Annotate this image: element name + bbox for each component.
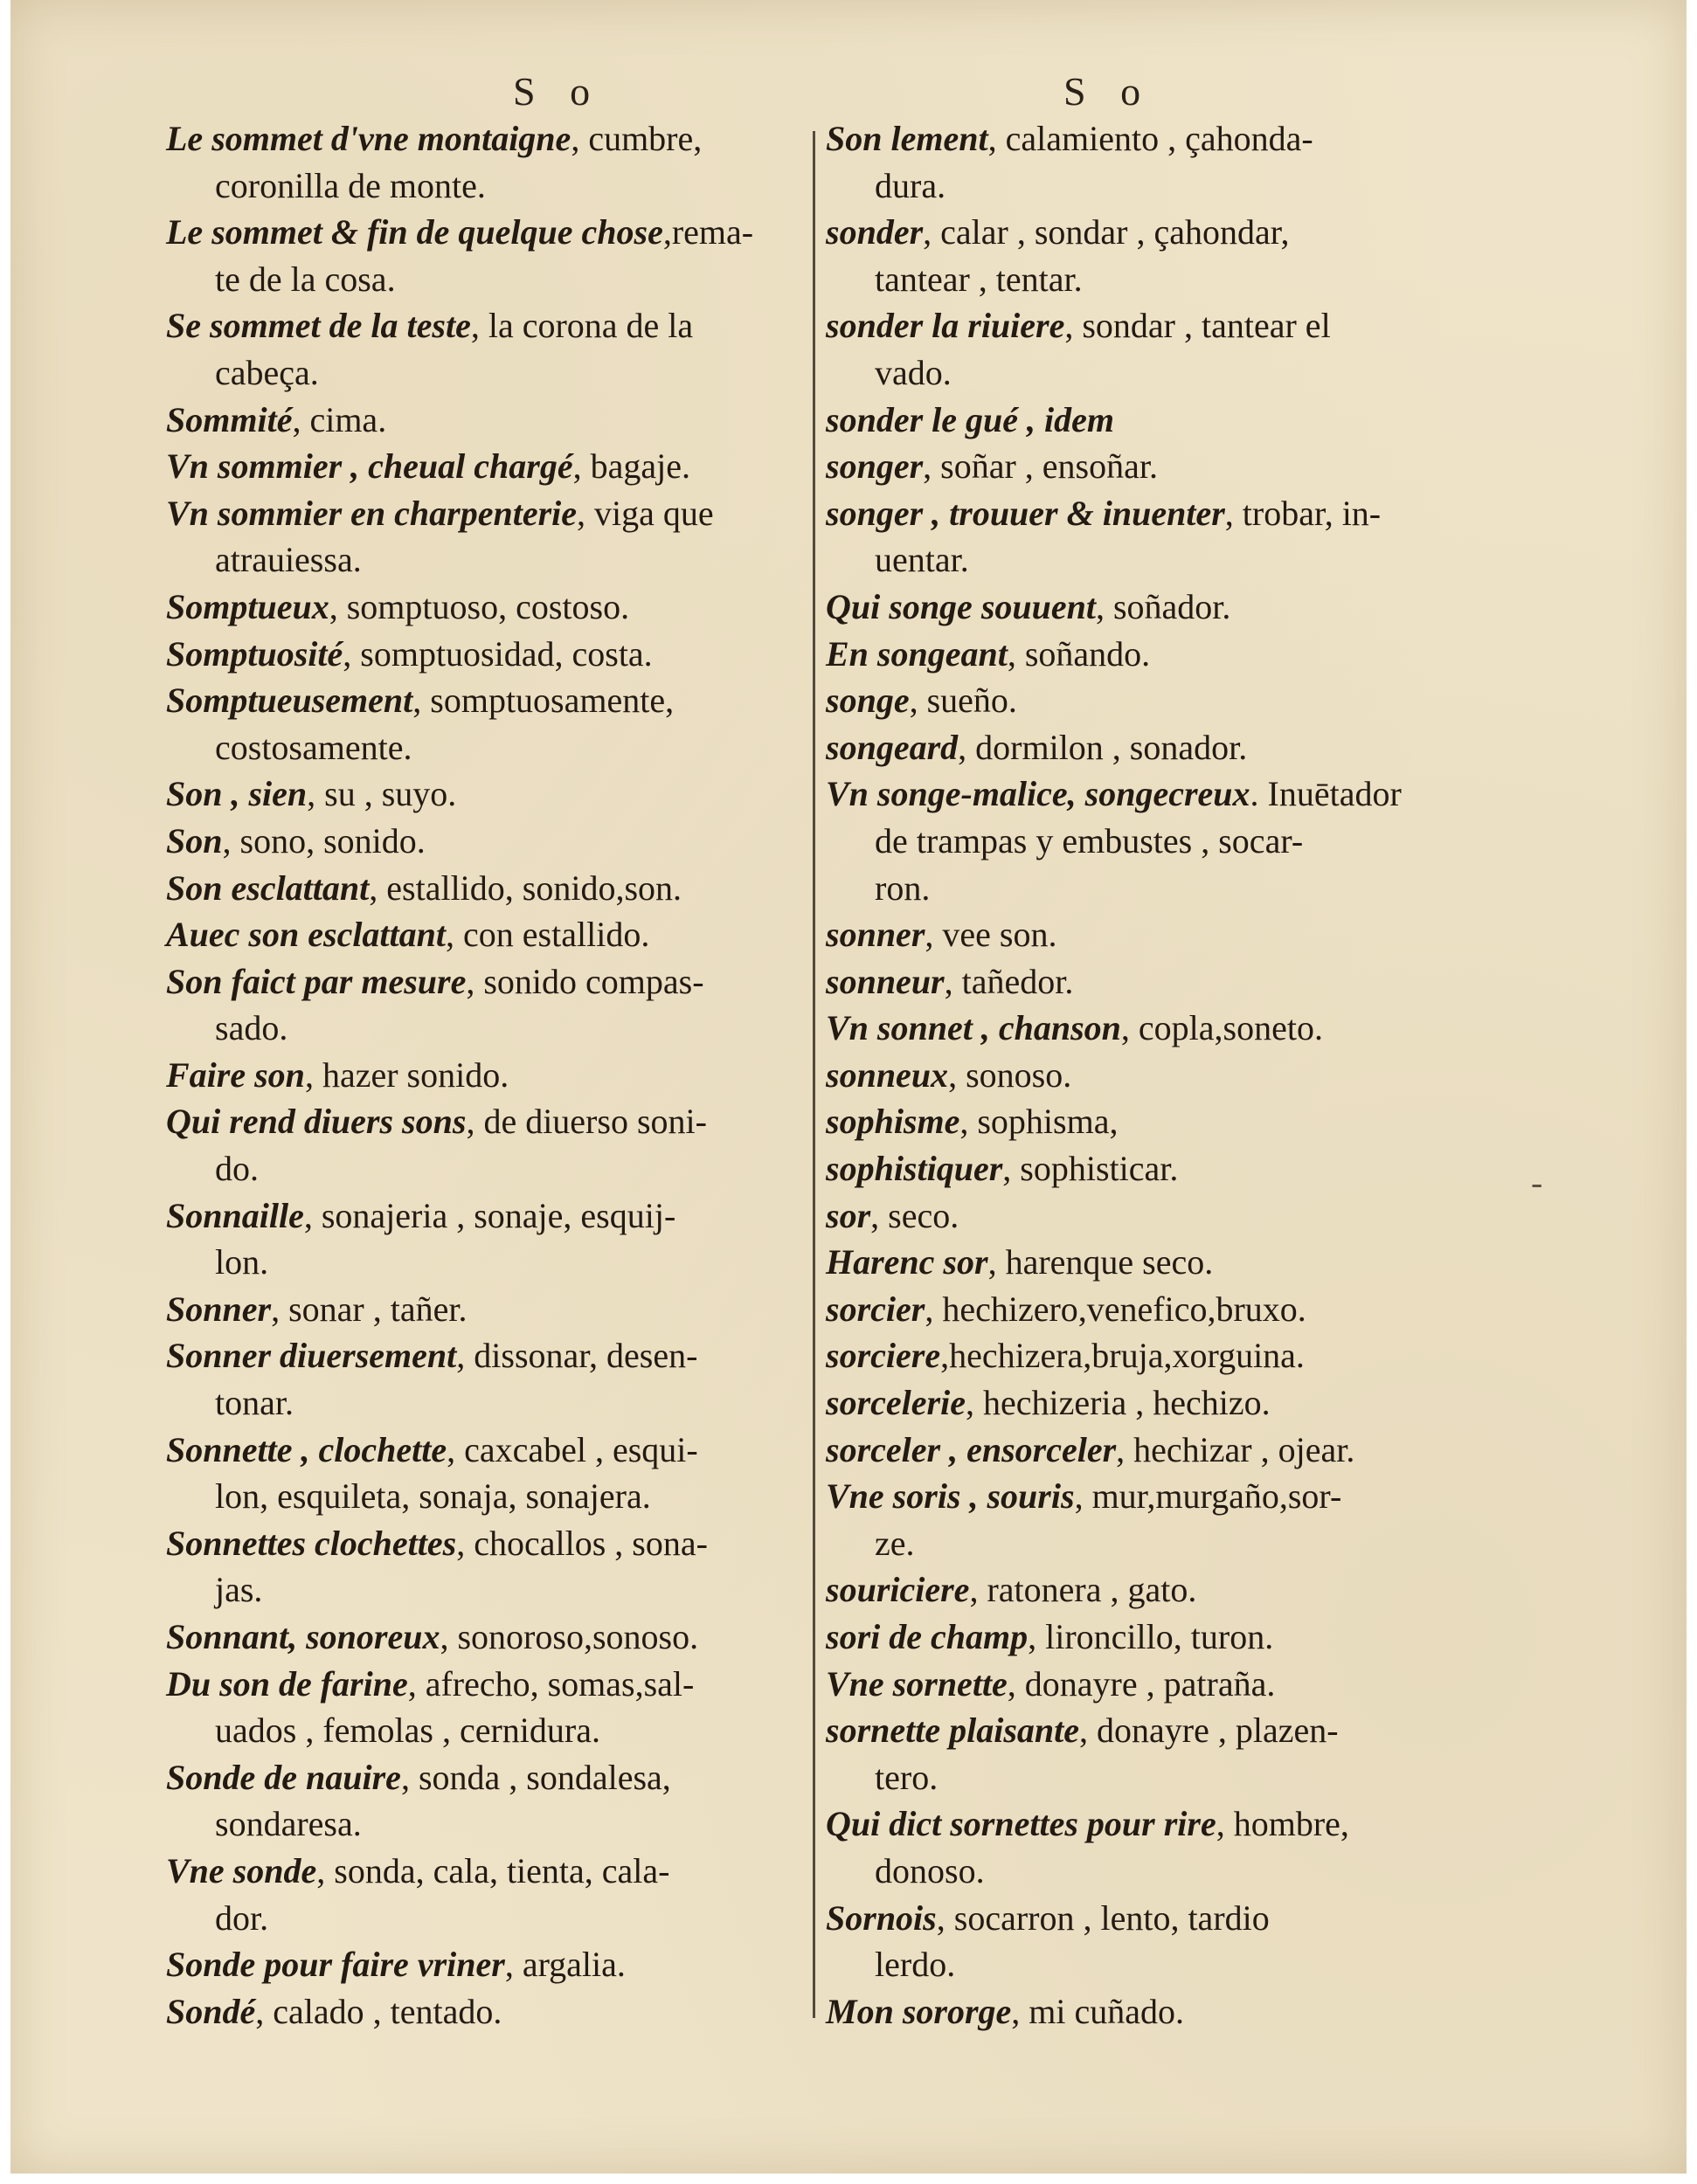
entry-headword: sophistiquer (826, 1149, 1003, 1189)
entry-translation: , hechizar , ojear. (1116, 1429, 1355, 1469)
entry-continuation: jas. (215, 1570, 263, 1610)
entry-translation: , viga que (577, 493, 714, 533)
entry-headword: Le sommet d'vne montaigne (166, 119, 571, 158)
entry-translation: . Inuētador (1250, 774, 1402, 814)
dictionary-entry (826, 397, 1468, 444)
running-header-right: S o (1063, 69, 1153, 114)
dictionary-entry (826, 1800, 1468, 1894)
entry-headword: Son esclattant (166, 867, 370, 908)
dictionary-entry (826, 1473, 1468, 1566)
entry-headword: Du son de farine (166, 1663, 408, 1704)
entry-headword: Harenc sor (826, 1242, 988, 1282)
dictionary-entry (166, 490, 795, 584)
entry-translation: , sonajeria , sonaje, esquij- (303, 1195, 676, 1235)
entry-continuation: uentar. (875, 540, 969, 580)
entry-translation: , hechizeria , hechizo. (965, 1383, 1271, 1423)
dictionary-entry (166, 1754, 795, 1848)
entry-headword: Le sommet & fin de quelque chose (166, 212, 663, 252)
entry-translation: , sonar , tañer. (271, 1289, 468, 1329)
dictionary-entry (826, 115, 1468, 209)
entry-translation: , hazer sonido. (304, 1054, 509, 1095)
book-page (10, 0, 1687, 2174)
entry-translation: , sonoso. (948, 1054, 1072, 1095)
entry-translation: , cima. (292, 399, 387, 439)
dictionary-entry (826, 911, 1468, 958)
entry-translation: , sono, sonido. (222, 820, 426, 860)
entry-translation: , de diuerso soni- (466, 1102, 707, 1142)
entry-translation: , soñador. (1095, 586, 1231, 626)
entry-headword: Sonner diuersement (166, 1336, 457, 1376)
dictionary-entry (826, 771, 1468, 911)
entry-translation: , dissonar, desen- (456, 1336, 698, 1376)
dictionary-entry (166, 1848, 795, 1941)
entry-continuation: vado. (875, 352, 952, 392)
entry-headword: Mon sororge (826, 1991, 1012, 2031)
entry-continuation: cabeça. (215, 352, 319, 392)
entry-headword: songeard (826, 727, 959, 767)
entry-translation: , sonda, cala, tienta, cala- (316, 1850, 670, 1890)
entry-headword: sor (826, 1195, 871, 1235)
entry-headword: Son faict par mesure (166, 961, 467, 1001)
dictionary-entry (826, 631, 1468, 678)
entry-translation: , sueño. (909, 681, 1017, 721)
dictionary-entry (826, 584, 1468, 631)
entry-translation: , soñar , ensoñar. (923, 446, 1158, 487)
entry-headword: Se sommet de la teste (166, 306, 471, 346)
entry-headword: Vne sornette (826, 1663, 1008, 1704)
entry-headword: Sonnette , clochette (166, 1429, 447, 1469)
entry-translation: , ratonera , gato. (969, 1570, 1197, 1610)
entry-headword: Qui songe souuent (826, 586, 1096, 626)
dictionary-entry (166, 1427, 795, 1520)
entry-headword: sori de champ (826, 1617, 1029, 1656)
dictionary-entry (166, 443, 795, 490)
dictionary-entry (826, 1614, 1468, 1661)
entry-headword: Son lement (826, 119, 988, 158)
entry-headword: Sonner (166, 1289, 272, 1329)
entry-headword: songer , trouuer & inuenter (826, 493, 1225, 533)
entry-continuation: costosamente. (215, 727, 412, 767)
entry-headword: Vne sonde (166, 1850, 317, 1890)
entry-translation: , argalia. (504, 1945, 626, 1985)
entry-translation: , mur,murgaño,sor- (1074, 1476, 1342, 1517)
entry-headword: sonder le gué , idem (826, 399, 1114, 439)
entry-translation: , bagaje. (572, 446, 690, 487)
column-divider (813, 131, 815, 2018)
dictionary-entry (166, 818, 795, 865)
entry-translation: , somptuoso, costoso. (329, 586, 630, 626)
entry-headword: sonner (826, 915, 925, 955)
entry-headword: Sommité (166, 399, 293, 439)
entry-headword: sonder la riuiere (826, 306, 1065, 346)
entry-translation: , cumbre, (571, 119, 703, 158)
dictionary-entry (826, 1239, 1468, 1286)
entry-headword: sorcier (826, 1289, 925, 1329)
entry-continuation: ze. (875, 1523, 915, 1563)
entry-continuation: sado. (215, 1008, 288, 1048)
dictionary-entry (826, 1988, 1468, 2035)
dictionary-entry (166, 771, 795, 818)
entry-continuation: lon, esquileta, sonaja, sonajera. (215, 1476, 651, 1517)
entry-headword: Qui rend diuers sons (166, 1102, 467, 1142)
entry-continuation: tero. (875, 1757, 939, 1797)
dictionary-entry (166, 397, 795, 444)
entry-continuation: atrauiessa. (215, 540, 362, 580)
entry-translation: , tañedor. (944, 961, 1074, 1001)
entry-translation: , donayre , patraña. (1007, 1663, 1276, 1704)
entry-continuation: te de la cosa. (215, 259, 396, 299)
dictionary-entry (826, 1566, 1468, 1614)
entry-headword: Sonnettes clochettes (166, 1523, 457, 1563)
dictionary-entry (166, 631, 795, 678)
entry-translation: , calar , sondar , çahondar, (923, 212, 1290, 252)
entry-translation: , dormilon , sonador. (958, 727, 1248, 767)
dictionary-entry (826, 1379, 1468, 1427)
entry-headword: Vn sommier en charpenterie (166, 493, 578, 533)
dictionary-entry (166, 209, 795, 302)
dictionary-entry (826, 1332, 1468, 1379)
entry-headword: Sonnaille (166, 1195, 304, 1235)
dictionary-entry (826, 1192, 1468, 1240)
dictionary-entry (826, 958, 1468, 1006)
entry-headword: Vn sonnet , chanson (826, 1008, 1121, 1048)
entry-translation: , su , suyo. (307, 774, 457, 814)
entry-headword: Somptuosité (166, 633, 343, 674)
entry-continuation: tantear , tentar. (875, 259, 1083, 299)
entry-continuation: lon. (215, 1242, 269, 1282)
entry-headword: Vne soris , souris (826, 1476, 1075, 1517)
entry-headword: Sondé (166, 1991, 256, 2031)
dictionary-entry (826, 724, 1468, 771)
entry-continuation: sondaresa. (215, 1804, 362, 1844)
running-header-left: S o (513, 69, 603, 114)
dictionary-entry (826, 1661, 1468, 1708)
dictionary-entry (166, 1286, 795, 1333)
entry-translation: ,rema- (662, 212, 754, 252)
dictionary-entry (826, 1098, 1468, 1145)
dictionary-entry (826, 209, 1468, 302)
entry-translation: , la corona de la (470, 306, 694, 346)
dictionary-entry (826, 302, 1468, 396)
entry-headword: Qui dict sornettes pour rire (826, 1804, 1216, 1844)
entry-translation: , hombre, (1216, 1804, 1349, 1844)
entry-translation: , somptuosamente, (412, 681, 675, 721)
entry-headword: sonder (826, 212, 924, 252)
entry-headword: sophisme (826, 1102, 960, 1142)
entry-translation: , soñando. (1007, 633, 1151, 674)
entry-headword: sorcelerie (826, 1383, 966, 1423)
entry-headword: sonneux (826, 1054, 949, 1095)
entry-translation: , sondar , tantear el (1064, 306, 1331, 346)
entry-headword: En songeant (826, 633, 1008, 674)
entry-headword: Somptueux (166, 586, 329, 626)
dictionary-entry (166, 115, 795, 209)
entry-continuation: lerdo. (875, 1945, 956, 1985)
entry-translation: , trobar, in- (1224, 493, 1382, 533)
entry-translation: , chocallos , sona- (456, 1523, 708, 1563)
dictionary-entry (166, 1614, 795, 1661)
entry-continuation: tonar. (215, 1383, 294, 1423)
entry-headword: Sonde de nauire (166, 1757, 401, 1797)
entry-translation: , sonda , sondalesa, (400, 1757, 671, 1797)
entry-translation: , calado , tentado. (255, 1991, 502, 2031)
dictionary-entry (166, 1192, 795, 1286)
entry-headword: Vn sommier , cheual chargé (166, 446, 573, 487)
right-column (826, 115, 1468, 2035)
entry-translation: , vee son. (925, 915, 1057, 955)
dictionary-entry (166, 1941, 795, 1988)
dictionary-entry (166, 1332, 795, 1426)
dictionary-entry (826, 1005, 1468, 1052)
dictionary-entry (166, 584, 795, 631)
dictionary-entry (826, 1895, 1468, 1988)
entry-continuation: dura. (875, 165, 946, 205)
entry-continuation: de trampas y embustes , socar- (875, 820, 1304, 860)
entry-translation: , afrecho, somas,sal- (407, 1663, 695, 1704)
dictionary-entry (826, 1707, 1468, 1800)
entry-translation: , copla,soneto. (1120, 1008, 1323, 1048)
dictionary-entry (166, 1098, 795, 1192)
dictionary-entry (166, 302, 795, 396)
dictionary-entry (826, 1286, 1468, 1333)
entry-translation: , lironcillo, turon. (1028, 1617, 1274, 1656)
entry-translation: , mi cuñado. (1011, 1991, 1184, 2031)
entry-headword: Somptueusement (166, 681, 413, 721)
entry-continuation: do. (215, 1149, 259, 1189)
dictionary-entry (166, 911, 795, 958)
entry-translation: , sophisma, (959, 1102, 1119, 1142)
dictionary-entry (826, 443, 1468, 490)
entry-headword: Sonnant, sonoreux (166, 1617, 440, 1656)
left-column (166, 115, 795, 2035)
dictionary-entry (166, 677, 795, 771)
entry-headword: sornette plaisante (826, 1711, 1080, 1751)
entry-headword: Auec son esclattant (166, 915, 447, 955)
entry-translation: , harenque seco. (987, 1242, 1214, 1282)
entry-headword: songe (826, 681, 910, 721)
dictionary-entry (826, 1052, 1468, 1099)
entry-translation: , sophisticar. (1002, 1149, 1179, 1189)
entry-headword: Son (166, 820, 223, 860)
dictionary-entry (166, 1052, 795, 1099)
entry-translation: , seco. (870, 1195, 959, 1235)
entry-continuation: ron. (875, 867, 931, 908)
entry-headword: Vn songe-malice, songecreux (826, 774, 1250, 814)
entry-headword: Faire son (166, 1054, 305, 1095)
entry-continuation: dor. (215, 1897, 269, 1938)
dictionary-entry (166, 865, 795, 912)
entry-headword: songer (826, 446, 924, 487)
dictionary-entry (826, 677, 1468, 724)
entry-translation: , hechizero,venefico,bruxo. (925, 1289, 1306, 1329)
entry-continuation: coronilla de monte. (215, 165, 486, 205)
margin-mark: ‐ (1531, 1163, 1543, 1202)
dictionary-entry (826, 1427, 1468, 1474)
entry-translation: ,hechizera,bruja,xorguina. (940, 1336, 1305, 1376)
entry-translation: , caxcabel , esqui- (447, 1429, 698, 1469)
entry-translation: , socarron , lento, tardio (936, 1897, 1270, 1938)
dictionary-entry (166, 1520, 795, 1614)
entry-translation: , con estallido. (446, 915, 650, 955)
entry-headword: sonneur (826, 961, 945, 1001)
entry-translation: , somptuosidad, costa. (343, 633, 653, 674)
entry-translation: , estallido, sonido,son. (369, 867, 682, 908)
entry-headword: sorceler , ensorceler (826, 1429, 1117, 1469)
entry-translation: , donayre , plazen- (1079, 1711, 1339, 1751)
dictionary-entry (166, 1988, 795, 2035)
dictionary-entry (166, 958, 795, 1052)
entry-translation: , calamiento , çahonda- (987, 119, 1313, 158)
entry-headword: sorciere (826, 1336, 941, 1376)
entry-headword: Son , sien (166, 774, 308, 814)
entry-continuation: donoso. (875, 1850, 985, 1890)
dictionary-entry (166, 1661, 795, 1754)
entry-headword: souriciere (826, 1570, 970, 1610)
dictionary-entry (826, 490, 1468, 584)
entry-headword: Sonde pour faire vriner (166, 1945, 505, 1985)
entry-translation: , sonido compas- (466, 961, 704, 1001)
entry-translation: , sonoroso,sonoso. (440, 1617, 699, 1656)
dictionary-entry (826, 1145, 1468, 1192)
entry-headword: Sornois (826, 1897, 937, 1938)
entry-continuation: uados , femolas , cernidura. (215, 1711, 600, 1751)
